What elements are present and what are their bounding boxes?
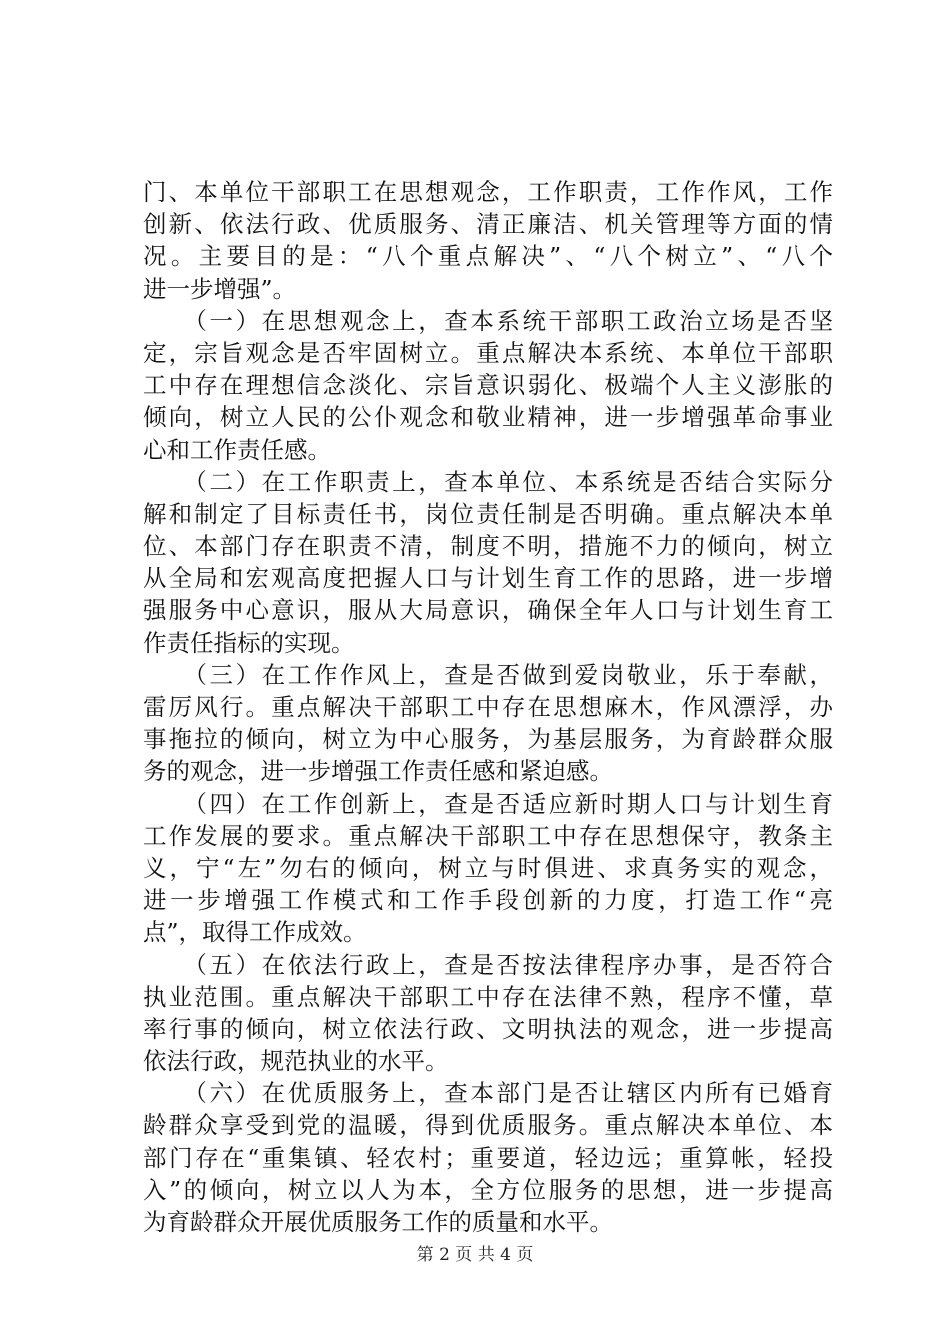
text-line: 雷厉风行。重点解决干部职工中存在思想麻木，作风漂浮，办 <box>143 693 833 721</box>
text-line: 从全局和宏观高度把握人口与计划生育工作的思路，进一步增 <box>143 564 833 593</box>
text-line: 位、本部门存在职责不清，制度不明，措施不力的倾向，树立 <box>143 532 833 561</box>
text-line: 心和工作责任感。 <box>143 435 331 464</box>
text-line: 义，宁“左”勿右的倾向，树立与时俱进、求真务实的观念， <box>143 853 833 882</box>
text-line: 创新、依法行政、优质服务、清正廉洁、机关管理等方面的情 <box>143 210 833 239</box>
text-line: 依法行政，规范执业的水平。 <box>143 1047 449 1076</box>
text-line: 点”，取得工作成效。 <box>143 918 367 947</box>
text-line: 定，宗旨观念是否牢固树立。重点解决本系统、本单位干部职 <box>143 338 833 367</box>
text-line: 进一步增强工作模式和工作手段创新的力度，打造工作“亮 <box>143 886 833 915</box>
text-line: 门、本单位干部职工在思想观念，工作职责，工作作风，工作 <box>143 178 833 206</box>
text-line: 龄群众享受到党的温暖，得到优质服务。重点解决本单位、本 <box>143 1111 833 1140</box>
text-line: 倾向，树立人民的公仆观念和敬业精神，进一步增强革命事业 <box>143 403 833 432</box>
text-line: （六）在优质服务上，查本部门是否让辖区内所有已婚育 <box>143 1079 833 1108</box>
text-line: 进一步增强”。 <box>143 274 297 303</box>
document-body <box>143 176 833 1238</box>
text-line: （五）在依法行政上，查是否按法律程序办事，是否符合 <box>143 950 833 979</box>
text-line: 工中存在理想信念淡化、宗旨意识弱化、极端个人主义澎胀的 <box>143 371 833 400</box>
text-line: 作责任指标的实现。 <box>143 628 355 657</box>
text-line: 况。主要目的是：“八个重点解决”、“八个树立”、“八个 <box>143 242 833 271</box>
text-line: 率行事的倾向，树立依法行政、文明执法的观念，进一步提高 <box>143 1014 833 1043</box>
text-line: 工作发展的要求。重点解决干部职工中存在思想保守，教条主 <box>143 821 833 850</box>
text-line: （一）在思想观念上，查本系统干部职工政治立场是否坚 <box>143 306 833 335</box>
text-line: 入”的倾向，树立以人为本，全方位服务的思想，进一步提高 <box>143 1175 833 1204</box>
text-line: （三）在工作作风上，查是否做到爱岗敬业，乐于奉献， <box>143 660 833 689</box>
text-line: 务的观念，进一步增强工作责任感和紧迫感。 <box>143 757 613 786</box>
text-line: （二）在工作职责上，查本单位、本系统是否结合实际分 <box>143 467 833 496</box>
text-line: 事拖拉的倾向，树立为中心服务，为基层服务，为育龄群众服 <box>143 725 833 754</box>
text-line: 解和制定了目标责任书，岗位责任制是否明确。重点解决本单 <box>143 499 833 528</box>
text-line: 执业范围。重点解决干部职工中存在法律不熟，程序不懂，草 <box>143 982 833 1011</box>
text-line: 强服务中心意识，服从大局意识，确保全年人口与计划生育工 <box>143 596 833 625</box>
text-line: （四）在工作创新上，查是否适应新时期人口与计划生育 <box>143 789 833 818</box>
text-line: 为育龄群众开展优质服务工作的质量和水平。 <box>143 1208 613 1236</box>
text-line: 部门存在“重集镇、轻农村；重要道，轻边远；重算帐，轻投 <box>143 1143 833 1172</box>
page-number-footer: 第 2 页 共 4 页 <box>416 1245 534 1265</box>
